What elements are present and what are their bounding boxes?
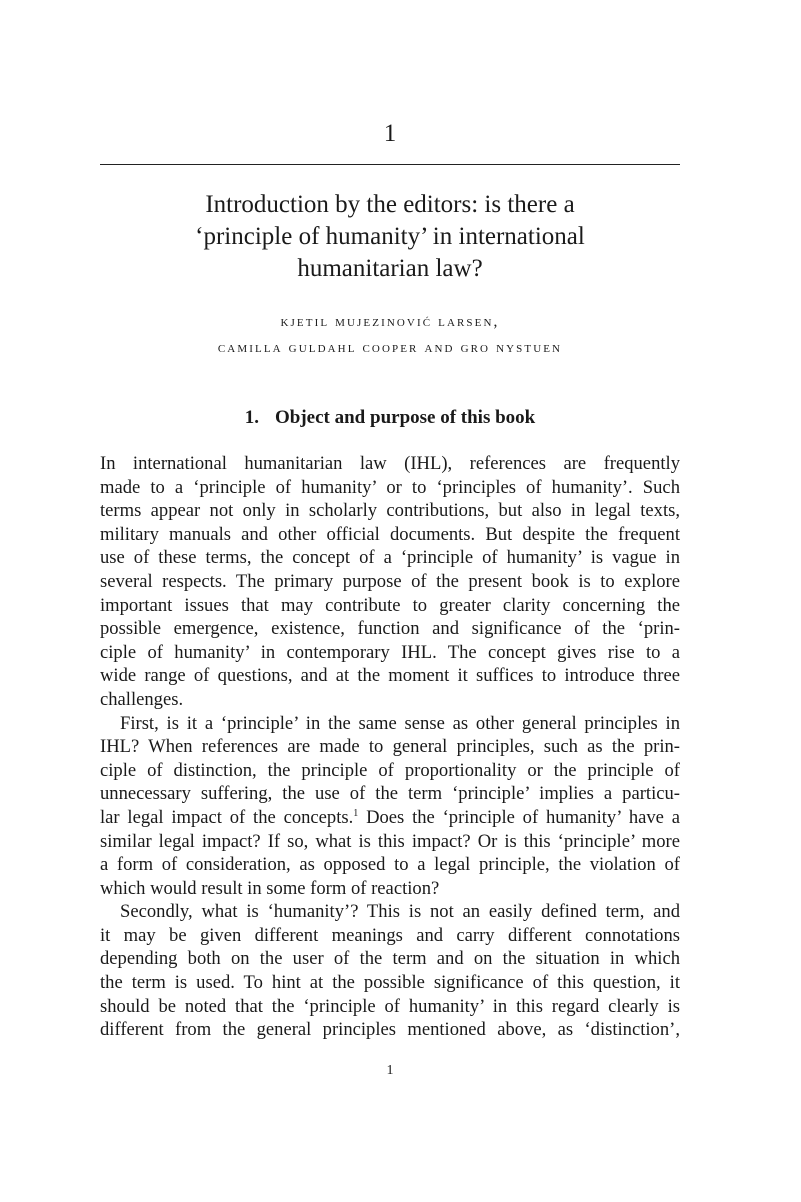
text-line: similar legal impact? If so, what is this impact? Or is this ‘principle’ more (100, 830, 680, 852)
chapter-title-line: Introduction by the editors: is there a (205, 191, 575, 218)
text-line: important issues that may contribute to greater clarity concerning the (100, 594, 680, 616)
text-line: In international humanitarian law (IHL), references are frequently (100, 453, 680, 474)
chapter-authors (100, 309, 680, 361)
text-line: made to a ‘principle of humanity’ or to ‘principles of humanity’. Such (100, 476, 680, 498)
text-line: ciple of humanity’ in contemporary IHL. The concept gives rise to a (100, 641, 680, 663)
text-line-with-footnote (100, 806, 680, 830)
section-number: 1. (244, 407, 259, 428)
text-line: ciple of distinction, the principle of proportionality or the principle of (100, 759, 680, 781)
text-line: possible emergence, existence, function and significance of the ‘prin- (100, 618, 680, 640)
footnote-line-before: lar legal impact of the concepts. (100, 806, 354, 828)
text-line: different from the general principles mentioned above, as ‘distinction’, (100, 1019, 680, 1041)
chapter-number: 1 (383, 120, 397, 147)
author-line: camilla guldahl cooper and gro nystuen (217, 339, 563, 356)
text-line: a form of consideration, as opposed to a legal principle, the violation of (100, 854, 680, 876)
text-line: use of these terms, the concept of a ‘principle of humanity’ is vague in (100, 547, 680, 569)
chapter-title (150, 189, 630, 285)
section-heading (100, 405, 680, 431)
chapter-rule-divider (100, 164, 680, 165)
text-line: unnecessary suffering, the use of the term ‘principle’ implies a particu- (100, 783, 680, 805)
text-line: IHL? When references are made to general principles, such as the prin- (100, 736, 680, 758)
chapter-title-line: humanitarian law? (297, 255, 483, 282)
section-title: Object and purpose of this book (275, 407, 536, 428)
text-line: wide range of questions, and at the moment it suffices to introduce three (100, 665, 680, 687)
text-line: several respects. The primary purpose of the present book is to explore (100, 570, 680, 592)
text-line: should be noted that the ‘principle of humanity’ in this regard clearly is (100, 995, 680, 1017)
chapter-title-line: ‘principle of humanity’ in international (195, 223, 585, 250)
text-line: it may be given different meanings and carry different connotations (100, 924, 680, 946)
text-line: First, is it a ‘principle’ in the same sense as other general principles in (120, 712, 680, 734)
page-number: 1 (386, 1063, 394, 1078)
text-line: challenges. (100, 688, 184, 710)
author-line: kjetil mujezinović larsen, (280, 313, 500, 330)
text-line: which would result in some form of reaction? (100, 877, 440, 899)
footnote-line-after: Does the ‘principle of humanity’ have a (358, 806, 680, 828)
body-text (100, 452, 680, 1042)
text-line: terms appear not only in scholarly contributions, but also in legal texts, (100, 500, 680, 522)
footnote-marker[interactable]: 1 (353, 807, 359, 819)
text-line: military manuals and other official documents. But despite the frequent (100, 523, 680, 545)
text-line: depending both on the user of the term and on the situation in which (100, 948, 680, 970)
text-line: the term is used. To hint at the possible significance of this question, it (100, 972, 680, 994)
text-line: Secondly, what is ‘humanity’? This is not an easily defined term, and (120, 901, 680, 923)
